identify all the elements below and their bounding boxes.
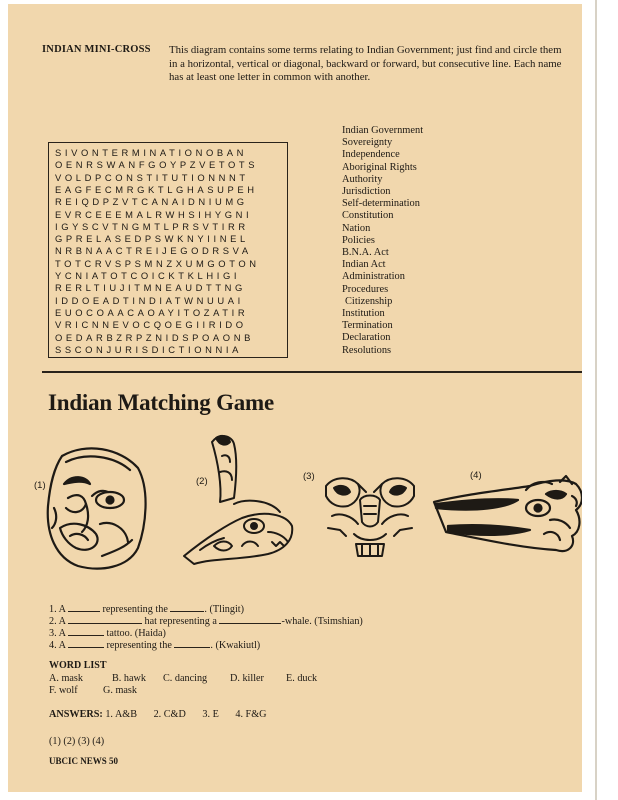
answer-figure-numbers: (1) (2) (3) (4) bbox=[49, 736, 105, 747]
question-line bbox=[49, 637, 260, 651]
word-option: C. dancing bbox=[163, 673, 208, 684]
answer-blank[interactable] bbox=[68, 613, 142, 624]
wolf-mask-image bbox=[426, 474, 586, 566]
question-text: representing the bbox=[102, 604, 168, 615]
question-number: 4. bbox=[49, 640, 57, 651]
word-option: D. killer bbox=[230, 673, 264, 684]
newsletter-page bbox=[8, 4, 585, 792]
word-list-title: WORD LIST bbox=[49, 660, 107, 671]
grid-row: OENRSWANFGOYPZVETOTS bbox=[55, 159, 259, 171]
question-article: A bbox=[58, 640, 66, 651]
term-item: Procedures bbox=[342, 283, 389, 295]
answer-blank[interactable] bbox=[68, 637, 104, 648]
answer-blank[interactable] bbox=[170, 601, 204, 612]
scan-edge-line bbox=[595, 0, 597, 800]
puzzle-intro: This diagram contains some terms relating to Indian Government; just find and circle them in a horizontal, vertical or diagonal, backward or forward, but consecutive line. Each name has at least one letter in common with another. bbox=[169, 44, 562, 83]
answer-blank[interactable] bbox=[174, 637, 210, 648]
answer-item: 4. F&G bbox=[235, 709, 267, 720]
term-item: B.N.A. Act bbox=[342, 247, 389, 259]
term-item: Self-determination bbox=[342, 198, 420, 210]
grid-row: TOTCRVSPSMNZXUMGOTON bbox=[55, 257, 260, 269]
question-number: 1. bbox=[49, 604, 57, 615]
answers-line bbox=[49, 709, 267, 720]
answer-blank[interactable] bbox=[68, 625, 104, 636]
answer-item: 2. C&D bbox=[153, 709, 186, 720]
term-item: Authority bbox=[342, 173, 383, 185]
word-option: B. hawk bbox=[112, 673, 146, 684]
word-search-grid bbox=[48, 142, 288, 358]
question-text: hat representing a bbox=[144, 616, 217, 627]
figure-label: (2) bbox=[196, 476, 208, 487]
figure-label: (1) bbox=[34, 480, 46, 491]
grid-row: REIQDPZVTCANAIDNIUMG bbox=[55, 196, 248, 208]
duck-tattoo-image bbox=[318, 472, 422, 564]
page-footer: UBCIC NEWS 50 bbox=[49, 756, 119, 766]
word-option: F. wolf bbox=[49, 685, 78, 696]
question-tribe: -whale. (Tsimshian) bbox=[281, 616, 363, 627]
puzzle-heading: INDIAN MINI-CROSS bbox=[42, 44, 151, 55]
question-text: tattoo. (Haida) bbox=[106, 628, 166, 639]
question-text: representing the bbox=[106, 640, 172, 651]
grid-row: IDDOEADTINDIATWNUUAI bbox=[55, 294, 244, 306]
term-item: Nation bbox=[342, 222, 371, 234]
grid-row: SIVONTERMINATIONOBAN bbox=[55, 147, 248, 158]
answer-item: 1. A&B bbox=[105, 709, 138, 720]
grid-row: EUOCOAACAOAYITOZATIR bbox=[55, 306, 249, 318]
word-option: A. mask bbox=[49, 673, 83, 684]
grid-row: OEDARBZRPZNIDSPOAONB bbox=[55, 331, 254, 343]
question-tribe: . (Kwakiutl) bbox=[210, 640, 261, 651]
section-divider bbox=[42, 371, 582, 373]
grid-row: EAGFECMRGKTLGHASUPEH bbox=[55, 183, 258, 195]
killer-whale-hat-image bbox=[180, 428, 300, 576]
grid-row: GPRELASEDPSWKNYIINEL bbox=[55, 233, 249, 245]
scan-margin bbox=[582, 0, 618, 800]
term-item: Citizenship bbox=[345, 295, 393, 307]
figure-label: (3) bbox=[303, 471, 315, 482]
word-option: G. mask bbox=[103, 685, 137, 696]
term-item: Constitution bbox=[342, 210, 394, 222]
tlingit-mask-image bbox=[42, 444, 152, 574]
answers-label: ANSWERS: bbox=[49, 709, 103, 720]
answer-blank[interactable] bbox=[68, 601, 100, 612]
grid-row: NRBNAACTREIJEGODRSVA bbox=[55, 245, 252, 257]
question-number: 3. bbox=[49, 628, 57, 639]
term-item: Jurisdiction bbox=[342, 186, 391, 198]
question-article: A bbox=[58, 628, 66, 639]
game-title: Indian Matching Game bbox=[48, 390, 275, 415]
grid-row: VRICNNEVOCQOEGIIRIDO bbox=[55, 319, 247, 331]
term-item: Indian Act bbox=[342, 259, 386, 271]
question-tribe: . (Tlingit) bbox=[204, 604, 245, 615]
grid-row: VOLDPCONSTITUTIONNNT bbox=[55, 171, 249, 183]
term-list bbox=[342, 125, 423, 357]
term-item: Aboriginal Rights bbox=[342, 161, 417, 173]
grid-row: EVRCEEEMALRWHSIHYGNI bbox=[55, 208, 253, 220]
term-item: Sovereignty bbox=[342, 137, 393, 149]
grid-row: YCNIATOTCOICKTKLHIGI bbox=[55, 270, 241, 281]
answer-item: 3. E bbox=[202, 709, 219, 720]
term-item: Policies bbox=[342, 234, 375, 246]
term-item: Indian Government bbox=[342, 125, 424, 136]
term-item: Independence bbox=[342, 149, 400, 161]
grid-row: IGYSCVTNGMTLPRSVTIRR bbox=[55, 220, 249, 232]
term-item: Institution bbox=[342, 308, 385, 320]
question-article: A bbox=[58, 604, 66, 615]
grid-row: RERLTIUJITMNEAUDTTNG bbox=[55, 282, 246, 294]
term-item: Administration bbox=[342, 271, 405, 283]
term-item: Declaration bbox=[342, 332, 391, 344]
word-option: E. duck bbox=[286, 673, 318, 684]
answer-blank[interactable] bbox=[219, 613, 281, 624]
grid-row: SSCONJURISDICTIONNIA bbox=[55, 343, 242, 355]
question-article: A bbox=[58, 616, 66, 627]
term-item: Resolutions bbox=[342, 344, 392, 356]
figure-label: (4) bbox=[470, 470, 482, 481]
question-number: 2. bbox=[49, 616, 57, 627]
term-item: Termination bbox=[342, 320, 393, 332]
